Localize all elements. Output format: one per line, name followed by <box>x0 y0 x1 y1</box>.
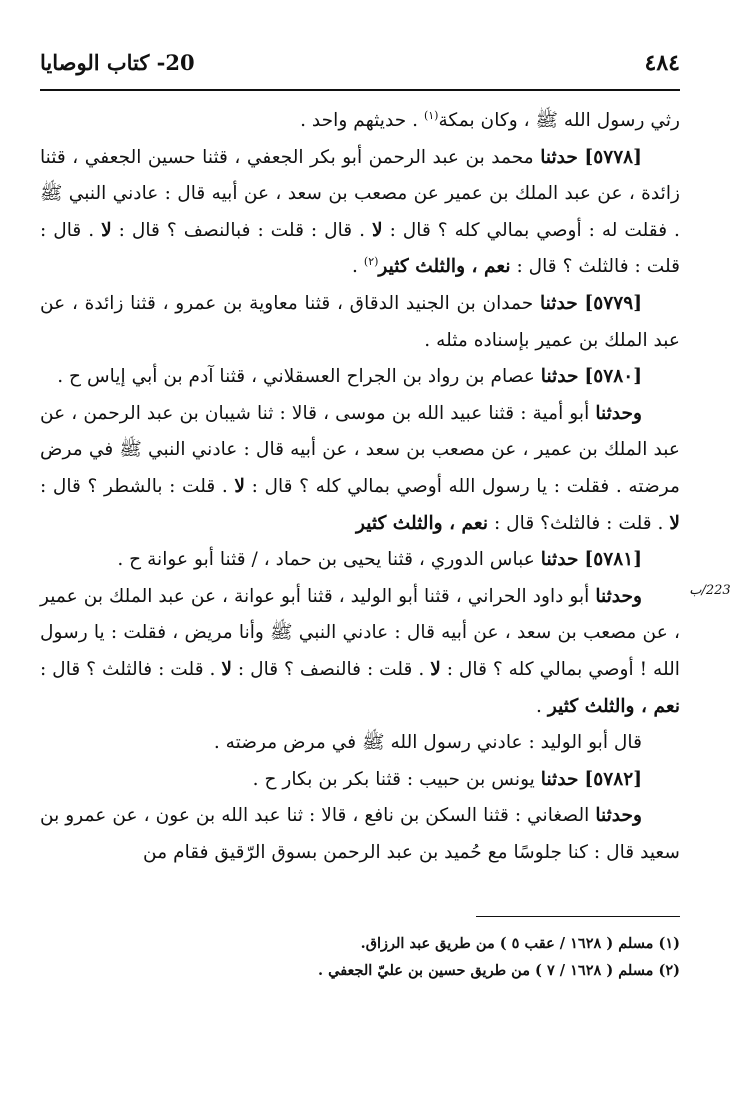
hadith-number: [٥٧٧٩] <box>584 292 642 314</box>
paragraph-saghani: وحدثنا الصغاني : قثنا السكن بن نافع ، قالا : ثنا عبد الله بن عون ، عن عمرو بن سعيد قال : كنا جلوسًا مع حُميد بن عبد الرحمن بسوق الرّقيق فقام من <box>40 805 680 863</box>
narration-word: وحدثنا <box>595 585 642 607</box>
folio-marker: 223/ب <box>689 583 731 598</box>
narration-word: وحدثنا <box>595 402 642 424</box>
book-title: 20- كتاب الوصايا <box>40 50 195 75</box>
narration-word: وحدثنا <box>595 805 642 827</box>
page-number: ٤٨٤ <box>644 50 680 76</box>
footnote-ref: (١) <box>423 108 439 122</box>
footnotes <box>40 930 680 984</box>
footnote-1: (١) مسلم ( ١٦٢٨ / عقب ٥ ) من طريق عبد الرزاق. <box>360 935 680 952</box>
paragraph-abu-umayya: وحدثنا أبو أمية : قثنا عبيد الله بن موسى ، قالا : ثنا شيبان بن عبد الرحمن ، عن عبد الملك بن عمير ، عن مصعب بن سعد ، عن أبيه قال : عادني النبي ﷺ في مرض مرضته . فقلت : يا رسول الله أوصي بمالي كله ؟ قال : لا . قلت : بالشطر ؟ قال : لا . قلت : فالثلث؟ قال : نعم ، والثلث كثير <box>40 402 680 534</box>
hadith-5778: [٥٧٧٨] حدثنا محمد بن عبد الرحمن أبو بكر الجعفي ، قثنا حسين الجعفي ، قثنا زائدة ، عن عبد الملك بن عمير عن مصعب بن سعد ، عن أبيه قال : عادني النبي ﷺ . فقلت له : أوصي بمالي كله ؟ قال : لا . قال : قلت : فبالنصف ؟ قال : لا . قال : قلت : فالثلث ؟ قال : نعم ، والثلث كثير$^{(٢)}$ . <box>40 146 680 278</box>
main-text <box>40 103 680 871</box>
footnote-ref: (٢) <box>363 255 379 269</box>
hadith-number: [٥٧٨٠] <box>584 366 642 388</box>
paragraph-abu-dawud: وحدثنا أبو داود الحراني ، قثنا أبو الوليد ، قثنا أبو عوانة ، عن عبد الملك بن عمير ، عن مصعب بن سعد ، عن أبيه قال : عادني النبي ﷺ وأنا مريض ، فقلت : يا رسول الله ! أوصي بمالي كله ؟ قال : لا . قلت : فالنصف ؟ قال : لا . قلت : فالثلث ؟ قال : نعم ، والثلث كثير . <box>40 585 680 717</box>
narration-word: حدثنا <box>540 366 579 388</box>
header-rule <box>40 89 680 91</box>
hadith-number: [٥٧٧٨] <box>584 146 642 168</box>
narration-word: حدثنا <box>540 768 579 790</box>
hadith-number: [٥٧٨١] <box>584 549 642 571</box>
footnote-2: (٢) مسلم ( ١٦٢٨ / ٧ ) من طريق حسين بن عليّ الجعفي . <box>318 962 680 979</box>
footnote-rule <box>476 916 680 917</box>
hadith-5780: [٥٧٨٠] حدثنا عصام بن رواد بن الجراح العسقلاني ، قثنا آدم بن أبي إياس ح . <box>57 366 642 388</box>
hadith-5782: [٥٧٨٢] حدثنا يونس بن حبيب : قثنا بكر بن بكار ح . <box>252 768 642 790</box>
narration-word: حدثنا <box>540 292 578 314</box>
running-header <box>40 50 680 82</box>
narration-word: حدثنا <box>540 549 579 571</box>
narration-word: حدثنا <box>540 146 578 168</box>
hadith-5779: [٥٧٧٩] حدثنا حمدان بن الجنيد الدقاق ، قثنا معاوية بن عمرو ، قثنا زائدة ، عن عبد الملك بن عمير بإسناده مثله . <box>40 292 680 351</box>
hadith-number: [٥٧٨٢] <box>584 768 642 790</box>
hadith-5781: [٥٧٨١] حدثنا عباس الدوري ، قثنا يحيى بن حماد ، / قثنا أبو عوانة ح . <box>117 549 642 571</box>
paragraph-continuation: رثي رسول الله ﷺ ، وكان بمكة$^{(١)}$ . حديثهم واحد . <box>300 108 680 131</box>
paragraph-abu-al-walid: قال أبو الوليد : عادني رسول الله ﷺ في مرض مرضته . <box>213 732 642 754</box>
